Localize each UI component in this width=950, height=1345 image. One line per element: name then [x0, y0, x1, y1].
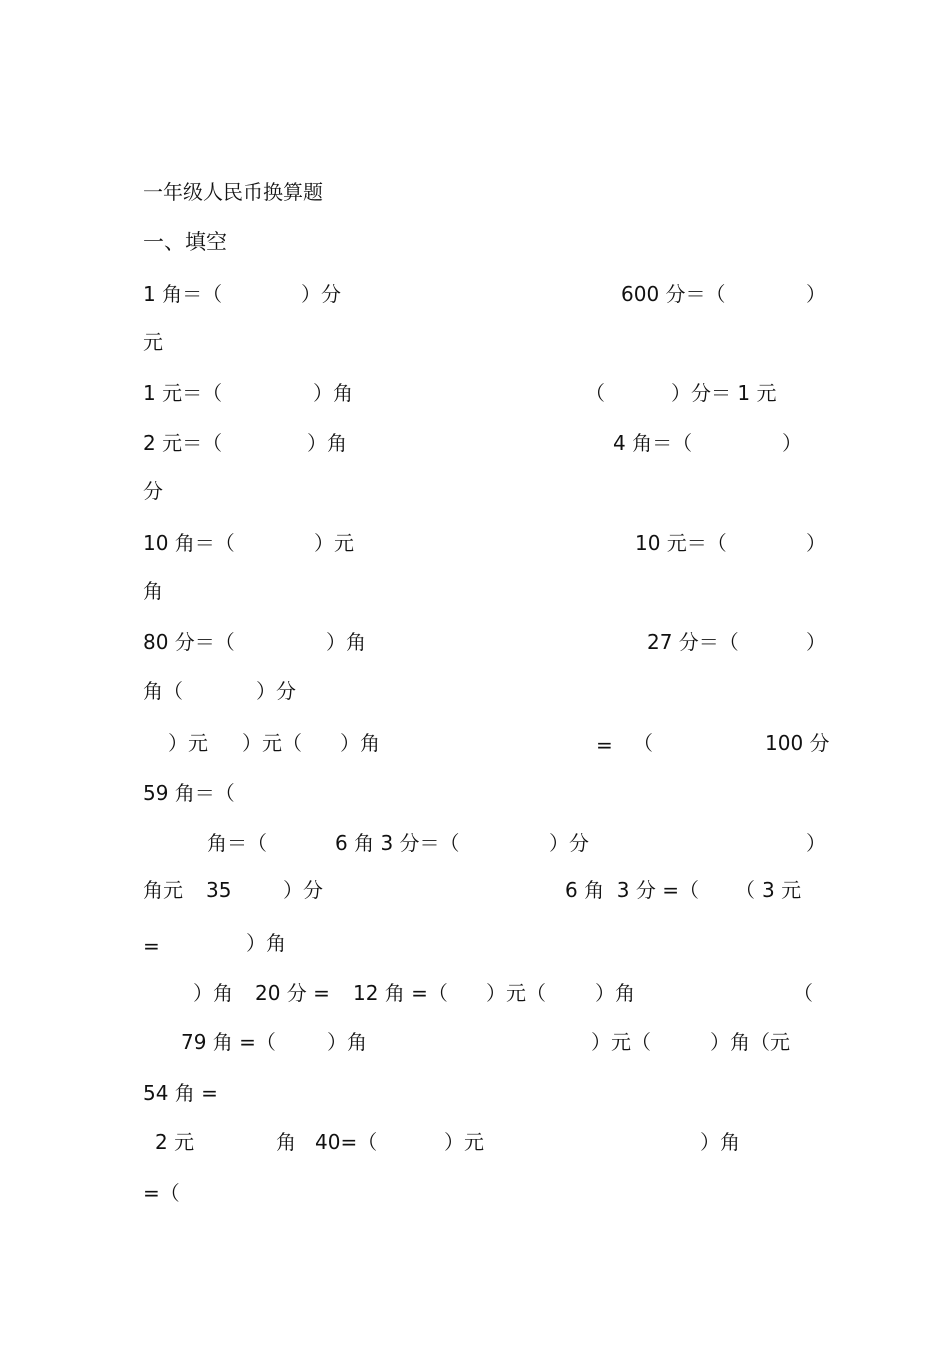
- question-text: 10 元＝（: [635, 531, 727, 555]
- question-text: ）元: [444, 1130, 484, 1154]
- question-text: 3 元: [762, 878, 802, 902]
- question-text: =: [143, 934, 160, 958]
- question-text: 10 角＝（: [143, 531, 235, 555]
- question-text: 角＝（: [207, 831, 267, 855]
- question-text: ）分: [301, 282, 341, 306]
- question-text: ）元（: [591, 1030, 651, 1054]
- question-text: 35: [206, 878, 232, 902]
- question-text: 角（: [143, 679, 183, 703]
- question-text: 27 分＝（: [647, 630, 739, 654]
- question-text: ）: [806, 282, 826, 306]
- question-text: ）角（元: [710, 1030, 790, 1054]
- question-text: ）: [782, 431, 802, 455]
- question-text: 40=（: [315, 1130, 378, 1154]
- question-text: ）角: [307, 431, 347, 455]
- question-text: ）: [806, 630, 826, 654]
- question-text: 4 角＝（: [613, 431, 693, 455]
- question-text: ）分: [549, 831, 589, 855]
- section-heading: 一、填空: [143, 230, 227, 254]
- question-text: ）角: [313, 381, 353, 405]
- question-text: =（: [143, 1181, 180, 1205]
- question-text: 100 分: [765, 731, 830, 755]
- question-text: （: [793, 981, 813, 1005]
- question-text: ）角: [326, 630, 366, 654]
- question-text: ）: [806, 831, 826, 855]
- question-text: ）分: [283, 878, 323, 902]
- question-text: （: [633, 731, 653, 755]
- question-text: 1 元＝（: [143, 381, 223, 405]
- question-text: 59 角＝（: [143, 781, 235, 805]
- question-text: ）角: [193, 981, 233, 1005]
- question-text: 12 角 =（: [353, 981, 448, 1005]
- question-text: =: [596, 733, 613, 757]
- question-text: ）角: [595, 981, 635, 1005]
- question-text: ）角: [700, 1130, 740, 1154]
- question-text: ）分: [256, 679, 296, 703]
- question-text: 角: [143, 579, 163, 603]
- question-text: ）元: [314, 531, 354, 555]
- question-text: 600 分＝（: [621, 282, 726, 306]
- question-text: 角元: [143, 878, 183, 902]
- document-title: 一年级人民币换算题: [143, 180, 323, 204]
- question-text: 80 分＝（: [143, 630, 235, 654]
- question-text: 2 元＝（: [143, 431, 223, 455]
- question-text: ）元: [168, 731, 208, 755]
- question-text: ）元（: [242, 731, 302, 755]
- question-text: ）分＝ 1 元: [671, 381, 777, 405]
- question-text: 2 元: [155, 1130, 195, 1154]
- question-text: ）角: [327, 1030, 367, 1054]
- question-text: 20 分 =: [255, 981, 330, 1005]
- question-text: 角: [276, 1130, 296, 1154]
- question-text: 6 角 3 分＝（: [335, 831, 460, 855]
- question-text: （: [735, 878, 755, 902]
- question-text: 79 角 =（: [181, 1030, 276, 1054]
- question-text: ）角: [340, 731, 380, 755]
- question-text: 54 角 =: [143, 1081, 218, 1105]
- question-text: 6 角 3 分 =（: [565, 878, 699, 902]
- question-text: ）: [806, 531, 826, 555]
- question-text: 1 角＝（: [143, 282, 223, 306]
- question-text: 分: [143, 479, 163, 503]
- question-text: ）元（: [486, 981, 546, 1005]
- question-text: 元: [143, 330, 163, 354]
- question-text: ）角: [246, 931, 286, 955]
- question-text: （: [585, 381, 605, 405]
